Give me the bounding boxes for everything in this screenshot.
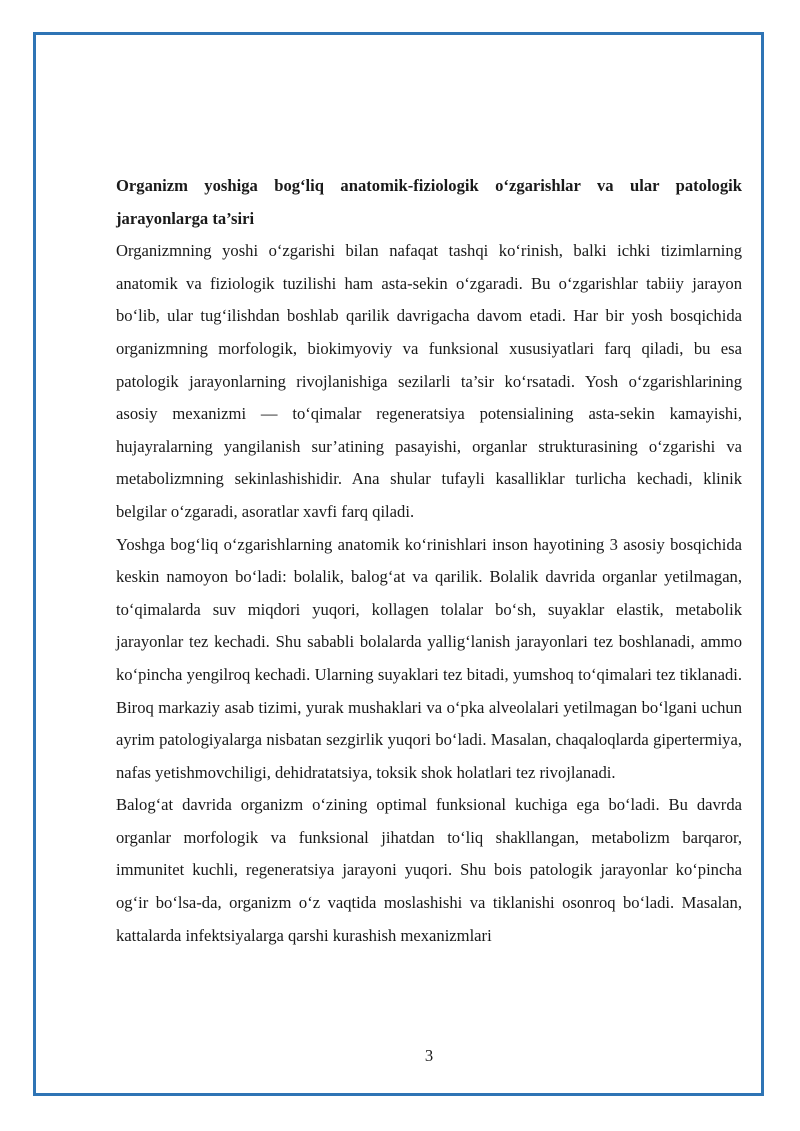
page-number: 3 (424, 1046, 434, 1065)
paragraph-3: Balog‘at davrida organizm o‘zining optimal funksional kuchiga ega bo‘ladi. Bu davrda organlar morfologik va funksional jihatdan to‘liq shakllangan, metabolizm barqaror, immunitet kuchli, regeneratsiya jarayoni yuqori. Shu bois patologik jarayonlar ko‘pincha og‘ir bo‘lsa-da, organizm o‘z vaqtida moslashishi va tiklanishi osonroq bo‘ladi. Masalan, kattalarda infektsiyalarga qarshi kurashish mexanizmlari (116, 795, 742, 945)
paragraph-1: Organizmning yoshi o‘zgarishi bilan nafaqat tashqi ko‘rinish, balki ichki tizimlarning anatomik va fiziologik tuzilishi ham asta-sekin o‘zgaradi. Bu o‘zgarishlar tabiiy jarayon bo‘lib, ular tug‘ilishdan boshlab qarilik davrigacha davom etadi. Har bir yosh bosqichida organizmning morfologik, biokimyoviy va funksional xususiyatlari farq qiladi, bu esa patologik jarayonlarning rivojlanishiga sezilarli ta’sir ko‘rsatadi. Yosh o‘zgarishlarining asosiy mexanizmi — to‘qimalar regeneratsiya potensialining asta-sekin kamayishi, hujayralarning yangilanish sur’atining pasayishi, organlar strukturasining o‘zgarishi va metabolizmning sekinlashishidir. Ana shular tufayli kasalliklar turlicha kechadi, klinik belgilar o‘zgaradi, asoratlar xavfi farq qiladi. (116, 241, 742, 521)
document-body (116, 170, 742, 952)
paragraph-2: Yoshga bog‘liq o‘zgarishlarning anatomik ko‘rinishlari inson hayotining 3 asosiy bosqichida keskin namoyon bo‘ladi: bolalik, balog‘at va qarilik. Bolalik davrida organlar yetilmagan, to‘qimalarda suv miqdori yuqori, kollagen tolalar bo‘sh, suyaklar elastik, metabolik jarayonlar tez kechadi. Shu sababli bolalarda yallig‘lanish jarayonlari tez boshlanadi, ammo ko‘pincha yengilroq kechadi. Ularning suyaklari tez bitadi, yumshoq to‘qimalari tez tiklanadi. Biroq markaziy asab tizimi, yurak mushaklari va o‘pka alveolalari yetilmagan bo‘lgani uchun ayrim patologiyalarga nisbatan sezgirlik yuqori bo‘ladi. Masalan, chaqaloqlarda gipertermiya, nafas yetishmovchiligi, dehidratatsiya, toksik shok holatlari tez rivojlanadi. (116, 534, 742, 782)
document-heading: Organizm yoshiga bog‘liq anatomik-fiziologik o‘zgarishlar va ular patologik jarayonlarga ta’siri (116, 176, 742, 228)
